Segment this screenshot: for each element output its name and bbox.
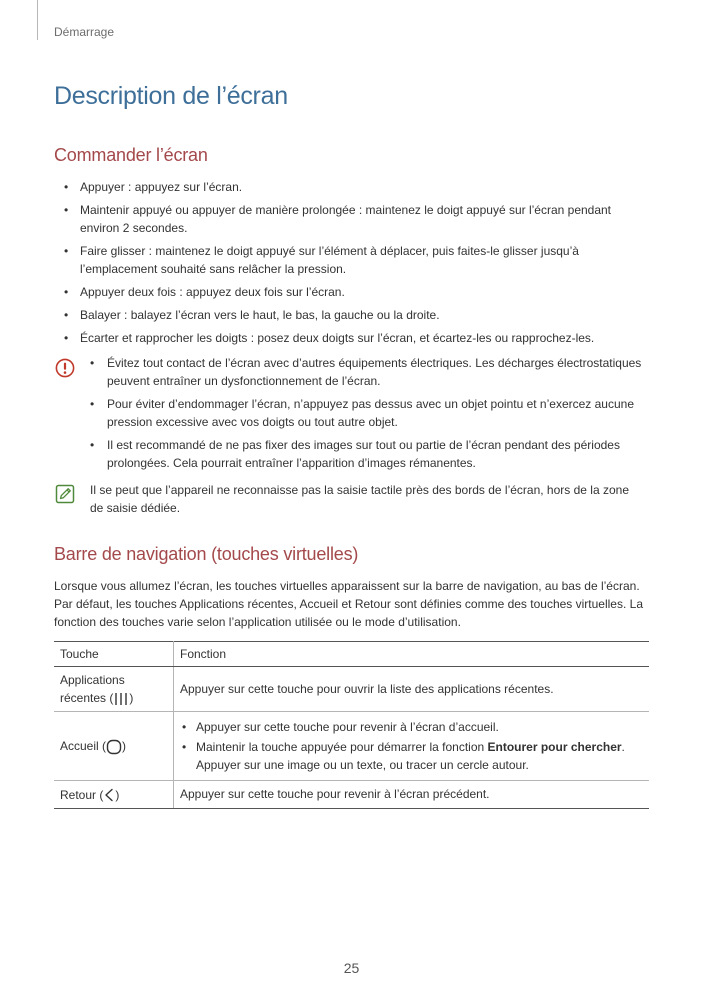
section-label: Démarrage [54, 25, 115, 39]
list-item: • Appuyer sur cette touche pour revenir à l’écran d’accueil. [180, 718, 643, 736]
header-rule [37, 0, 38, 40]
key-label: Accueil ( [60, 739, 107, 753]
list-item: • Balayer : balayez l’écran vers le haut, le bas, la gauche ou la droite. [54, 306, 644, 324]
key-label: ) [115, 787, 120, 802]
list-item: • Faire glisser : maintenez le doigt appuyé sur l’élément à déplacer, puis faites-le glisser jusqu’à l’emplacement souhaité sans relâcher la pression. [54, 242, 644, 278]
function-cell: Appuyer sur cette touche pour ouvrir la liste des applications récentes. [174, 667, 650, 712]
list-item: • Écarter et rapprocher les doigts : posez deux doigts sur l’écran, et écartez-les ou rapprochez-les. [54, 329, 644, 347]
navigation-intro: Lorsque vous allumez l’écran, les touches virtuelles apparaissent sur la barre de navigation, au bas de l’écran. Par défaut, les touches Applications récentes, Accueil et Retour sont définies comme des touches virtuelles. La fonction des touches varie selon l’application utilisée ou le mode d’utilisation. [54, 579, 643, 629]
key-cell [54, 712, 174, 781]
heading-commander: Commander l’écran [54, 145, 208, 165]
list-item: • Appuyer : appuyez sur l’écran. [54, 178, 644, 196]
key-label: récentes ( [60, 691, 114, 705]
back-icon [103, 788, 115, 802]
key-label: Applications [60, 673, 125, 687]
key-label: ) [129, 691, 134, 705]
list-item: • Appuyer deux fois : appuyez deux fois sur l’écran. [54, 283, 644, 301]
table-row [54, 781, 649, 809]
note-text: Il se peut que l’appareil ne reconnaisse pas la saisie tactile près des bords de l’écran, hors de la zone de saisie dédiée. [90, 483, 629, 515]
key-label: ) [122, 739, 127, 753]
note-icon [55, 484, 75, 504]
list-item: • Évitez tout contact de l’écran avec d’autres équipements électriques. Les décharges électrostatiques peuvent entraîner un dysfonctionnement de l’écran. [82, 354, 647, 390]
caution-icon [55, 358, 75, 378]
gesture-list [54, 178, 644, 352]
feature-name: Entourer pour chercher [487, 740, 622, 754]
table-row [54, 667, 649, 712]
function-list [180, 718, 643, 774]
list-item: • Maintenir appuyé ou appuyer de manière prolongée : maintenez le doigt appuyé sur l’écran pendant environ 2 secondes. [54, 201, 644, 237]
page-number: 25 [343, 960, 360, 976]
function-cell [174, 712, 650, 781]
list-item: • Il est recommandé de ne pas fixer des images sur tout ou partie de l’écran pendant des périodes prolongées. Cela pourrait entraîner l’apparition d’images rémanentes. [82, 436, 647, 472]
list-item: • Pour éviter d’endommager l’écran, n’appuyez pas dessus avec un objet pointu et n’exercez aucune pression excessive avec vos doigts ou tout autre objet. [82, 395, 647, 431]
caution-list [82, 354, 647, 477]
page-title: Description de l’écran [54, 82, 288, 110]
table-header-row [54, 642, 649, 667]
column-header: Fonction [174, 642, 650, 667]
table-row [54, 712, 649, 781]
heading-navigation: Barre de navigation (touches virtuelles) [54, 544, 359, 564]
list-item: • Maintenir la touche appuyée pour démarrer la fonction Entourer pour chercher. Appuyer sur une image ou un texte, ou tracer un cercle autour. [180, 738, 643, 774]
column-header: Touche [54, 642, 174, 667]
home-icon [106, 739, 122, 755]
key-label: Retour ( [60, 787, 104, 802]
function-cell: Appuyer sur cette touche pour revenir à l’écran précédent. [174, 781, 650, 809]
recent-apps-icon [113, 692, 129, 706]
key-cell [54, 667, 174, 712]
navigation-keys-table [54, 641, 649, 809]
key-cell [54, 781, 174, 809]
